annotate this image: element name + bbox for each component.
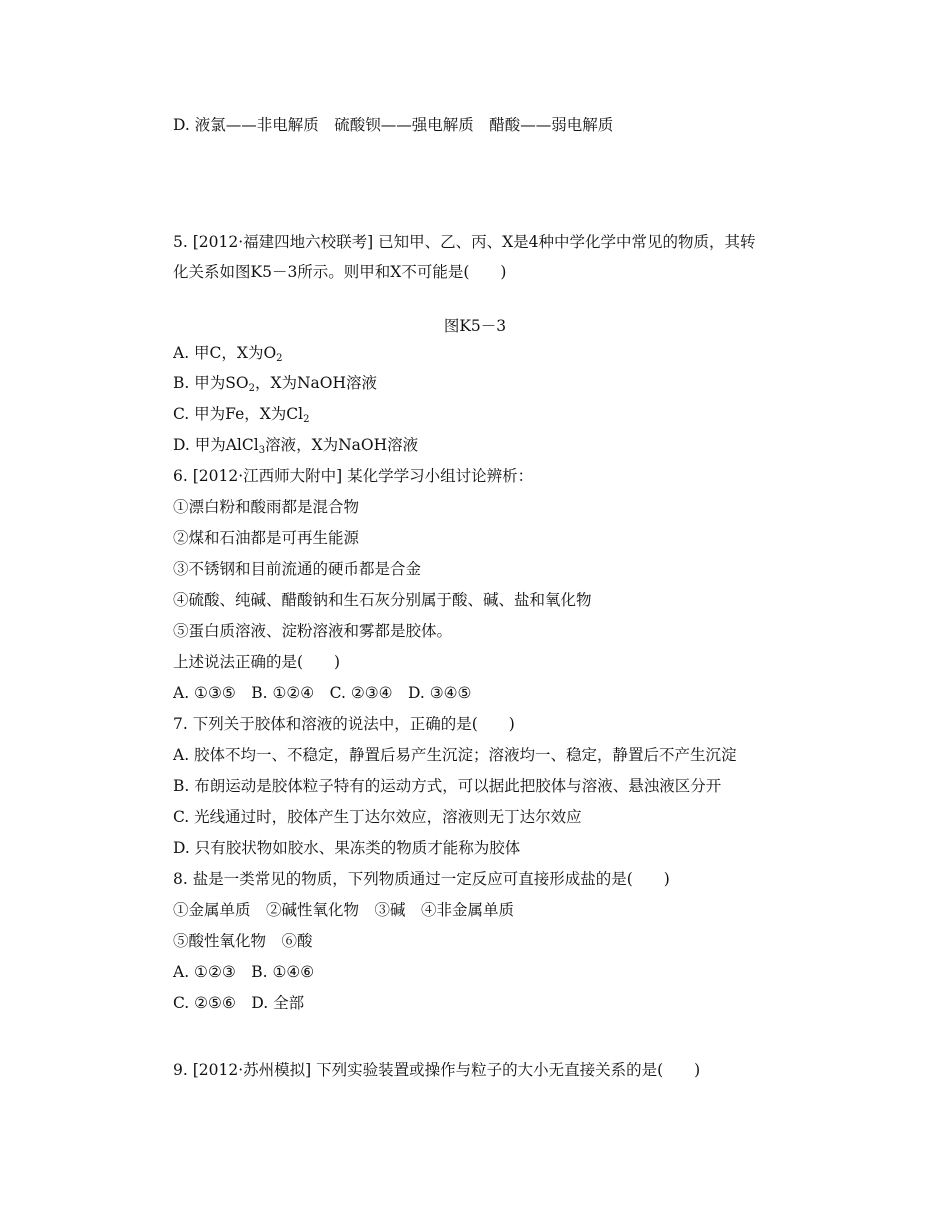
- q6-statement-3: ③不锈钢和目前流通的硬币都是合金: [173, 560, 422, 578]
- q6-statement-5: ⑤蛋白质溶液、淀粉溶液和雾都是胶体。: [173, 622, 453, 640]
- q5-option-d-text: D. 甲为AlCl: [173, 436, 259, 454]
- q7-option-b: B. 布朗运动是胶体粒子特有的运动方式，可以据此把胶体与溶液、悬浊液区分开: [173, 777, 722, 795]
- q5-option-b-text: B. 甲为SO: [173, 374, 249, 392]
- q5-option-a-subscript: 2: [276, 353, 283, 364]
- q5-figure-caption: 图K5－3: [443, 317, 507, 335]
- q5-option-c-subscript: 2: [303, 414, 310, 425]
- q7-option-c: C. 光线通过时，胶体产生丁达尔效应，溶液则无丁达尔效应: [173, 808, 582, 826]
- q5-option-d-text-end: 溶液，X为NaOH溶液: [265, 436, 419, 454]
- q5-option-d-subscript: 3: [258, 445, 266, 456]
- q8-stem: 8. 盐是一类常见的物质，下列物质通过一定反应可直接形成盐的是( ): [173, 870, 670, 888]
- q7-option-a: A. 胶体不均一、不稳定，静置后易产生沉淀；溶液均一、稳定，静置后不产生沉淀: [173, 746, 737, 764]
- q7-stem: 7. 下列关于胶体和溶液的说法中，正确的是( ): [173, 715, 515, 733]
- q8-options-line-2: C. ②⑤⑥ D. 全部: [173, 994, 305, 1012]
- q5-option-b-subscript: 2: [248, 383, 255, 394]
- q8-items-line-1: ①金属单质 ②碱性氧化物 ③碱 ④非金属单质: [173, 901, 515, 919]
- q5-option-b: [173, 373, 377, 393]
- q6-statement-1: ①漂白粉和酸雨都是混合物: [173, 498, 360, 516]
- q6-statement-4: ④硫酸、纯碱、醋酸钠和生石灰分别属于酸、碱、盐和氧化物: [173, 591, 592, 609]
- q5-option-d: [173, 435, 418, 455]
- q5-option-c: [173, 404, 309, 424]
- q6-options: A. ①③⑤ B. ①②④ C. ②③④ D. ③④⑤: [173, 684, 472, 702]
- q4-option-d: D. 液氯——非电解质 硫酸钡——强电解质 醋酸——弱电解质: [173, 116, 614, 134]
- q6-prompt: 上述说法正确的是( ): [173, 653, 341, 671]
- q5-stem-line-2: 化关系如图K5－3所示。则甲和X不可能是( ): [173, 263, 507, 281]
- q6-statement-2: ②煤和石油都是可再生能源: [173, 529, 360, 547]
- q9-stem: 9. [2012·苏州模拟] 下列实验装置或操作与粒子的大小无直接关系的是( ): [173, 1061, 701, 1079]
- q6-stem: 6. [2012·江西师大附中] 某化学学习小组讨论辨析：: [173, 467, 534, 485]
- q5-option-a: [173, 343, 283, 363]
- q8-options-line-1: A. ①②③ B. ①④⑥: [173, 963, 315, 981]
- q5-stem-line-1: 5. [2012·福建四地六校联考] 已知甲、乙、丙、X是4种中学化学中常见的物质，其转: [173, 233, 756, 251]
- q5-option-b-text-end: ，X为NaOH溶液: [254, 374, 378, 392]
- q5-option-c-text: C. 甲为Fe，X为Cl: [173, 405, 304, 423]
- q8-items-line-2: ⑤酸性氧化物 ⑥酸: [173, 932, 313, 950]
- q7-option-d: D. 只有胶状物如胶水、果冻类的物质才能称为胶体: [173, 839, 521, 857]
- q5-option-a-text: A. 甲C，X为O: [173, 344, 277, 362]
